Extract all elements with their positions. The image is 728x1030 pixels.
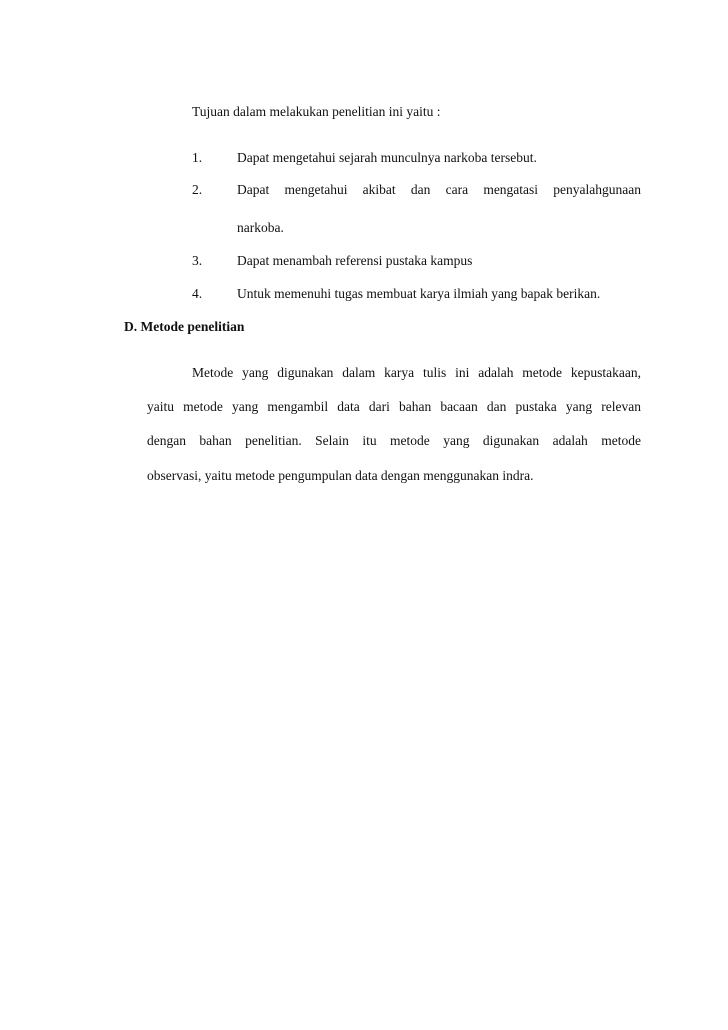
paragraph-line: yaitu metode yang mengambil data dari bahan bacaan dan pustaka yang relevan [147, 399, 641, 414]
paragraph-line: dengan bahan penelitian. Selain itu metode yang digunakan adalah metode [147, 433, 641, 448]
list-item-number: 1. [192, 150, 203, 165]
list-item-text: Dapat mengetahui akibat dan cara mengatasi penyalahgunaan [237, 182, 641, 197]
list-item-number: 3. [192, 253, 203, 268]
list-item-text: Dapat menambah referensi pustaka kampus [237, 253, 473, 268]
paragraph-line-last: observasi, yaitu metode pengumpulan data dengan menggunakan indra. [147, 468, 534, 483]
list-item-text-continued: narkoba. [237, 220, 284, 235]
section-heading: D. Metode penelitian [124, 319, 245, 334]
paragraph-line: Metode yang digunakan dalam karya tulis ini adalah metode kepustakaan, [192, 365, 641, 380]
list-item-number: 4. [192, 286, 203, 301]
objectives-intro: Tujuan dalam melakukan penelitian ini yaitu : [192, 104, 441, 119]
list-item-text: Dapat mengetahui sejarah munculnya narkoba tersebut. [237, 150, 537, 165]
list-item-text: Untuk memenuhi tugas membuat karya ilmiah yang bapak berikan. [237, 286, 601, 301]
list-item-number: 2. [192, 182, 203, 197]
